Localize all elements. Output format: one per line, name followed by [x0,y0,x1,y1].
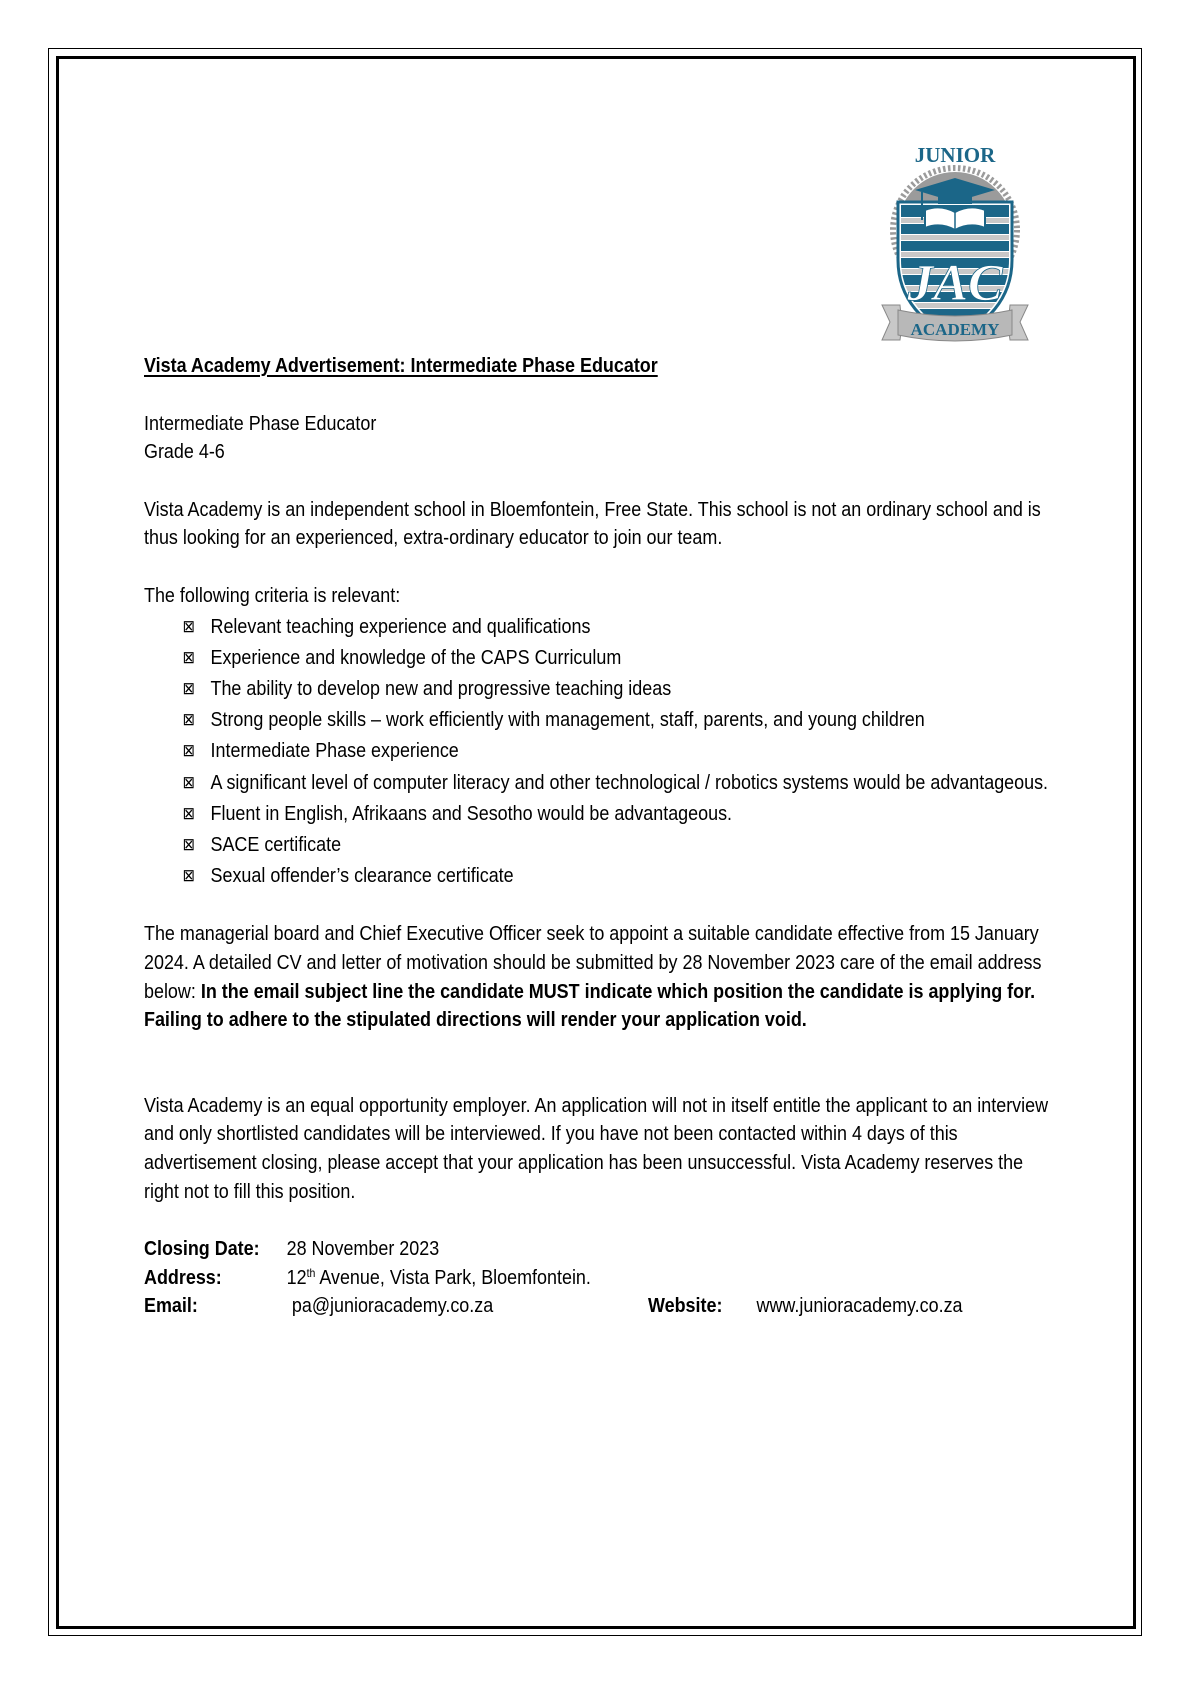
checkbox-bullet-icon: ⊠ [182,678,195,698]
checkbox-bullet-icon: ⊠ [182,616,195,636]
address-label: Address: [144,1265,222,1289]
criteria-item: ⊠ Sexual offender’s clearance certificate [144,860,1054,891]
equal-opportunity-paragraph: Vista Academy is an equal opportunity employer. An application will not in itself entitle the applicant to an interview and only shortlisted candidates will be interviewed. If you have not been contacted within 4 days of this advertisement closing, please accept that your application has been unsuccessful. Vista Academy reserves the right not to fill this position. [144,1093,1049,1203]
criteria-item: ⊠ Strong people skills – work efficiently with management, staff, parents, and young children [144,704,1054,735]
criteria-item: ⊠ The ability to develop new and progressive teaching ideas [144,673,1054,704]
checkbox-bullet-icon: ⊠ [182,741,195,761]
logo-academy-text: ACADEMY [910,320,1000,339]
email-row [144,1292,1054,1321]
application-text: The managerial board and Chief Executive Officer seek to appoint a suitable candidate effective from 15 January 2024. A detailed CV and letter of motivation should be submitted by 28 November 2023 care of the email address below: [144,922,1042,1003]
logo-junior-text: JUNIOR [914,143,996,167]
address-row [144,1264,1054,1293]
contact-block [144,1235,1054,1321]
application-warning: In the email subject line the candidate MUST indicate which position the candidate is applying for. Failing to adhere to the stipulated directions will render your application void. [144,979,1036,1032]
email-label: Email: [144,1294,198,1318]
closing-date-label: Closing Date: [144,1237,260,1261]
intro-paragraph: Vista Academy is an independent school in Bloemfontein, Free State. This school is not an ordinary school and is thus looking for an experienced, extra-ordinary educator to join our team. [144,497,1041,550]
criteria-item: ⊠ SACE certificate [144,829,1054,860]
website-label: Website: [648,1294,723,1318]
criteria-item: ⊠ Experience and knowledge of the CAPS Curriculum [144,642,1054,673]
checkbox-bullet-icon: ⊠ [182,834,195,854]
criteria-item: ⊠ Fluent in English, Afrikaans and Sesotho would be advantageous. [144,798,1054,829]
email-link[interactable]: pa@junioracademy.co.za [291,1294,494,1318]
position-title: Intermediate Phase Educator [144,411,377,435]
checkbox-bullet-icon: ⊠ [182,803,195,823]
document-body [144,352,1054,1321]
application-paragraph [144,920,1054,1034]
website-link[interactable]: www.junioracademy.co.za [756,1294,963,1318]
criteria-heading: The following criteria is relevant: [144,583,401,607]
criteria-list [144,611,1054,892]
address-value: 12th Avenue, Vista Park, Bloemfontein. [286,1265,591,1289]
criteria-item: ⊠ Intermediate Phase experience [144,735,1054,766]
checkbox-bullet-icon: ⊠ [182,772,195,792]
checkbox-bullet-icon: ⊠ [182,866,195,886]
criteria-item: ⊠ Relevant teaching experience and qualifications [144,611,1054,642]
closing-date-value: 28 November 2023 [286,1237,440,1261]
grade-range: Grade 4-6 [144,440,225,464]
checkbox-bullet-icon: ⊠ [182,710,195,730]
junior-academy-logo [880,140,1030,355]
criteria-item: ⊠ A significant level of computer literacy and other technological / robotics systems would be advantageous. [144,767,1054,798]
closing-date-row [144,1235,1054,1264]
document-title: Vista Academy Advertisement: Intermediate Phase Educator [144,354,658,377]
logo-monogram: JAC [907,255,1003,312]
checkbox-bullet-icon: ⊠ [182,647,195,667]
